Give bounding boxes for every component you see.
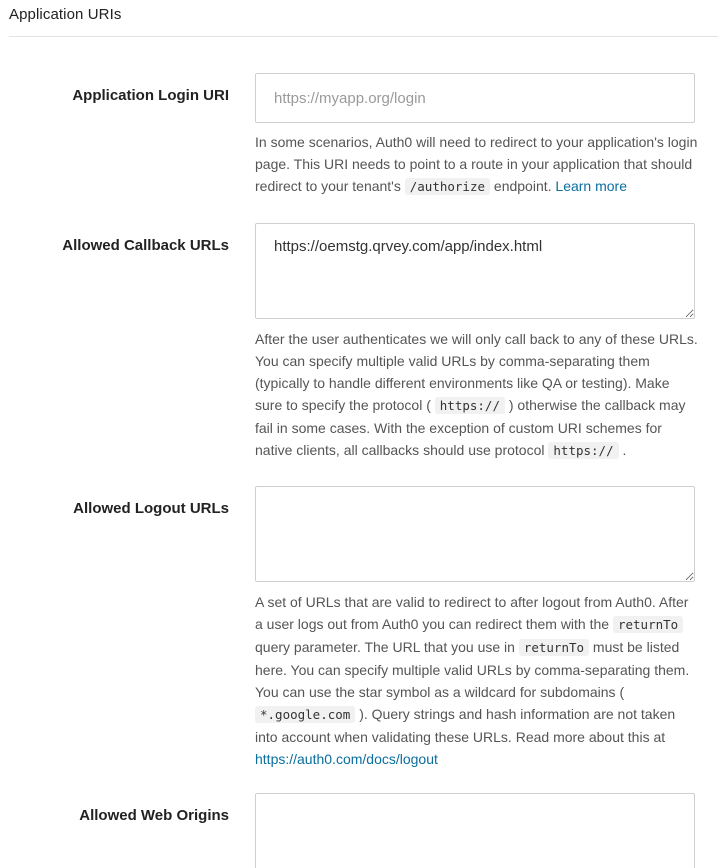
section-title: Application URIs [9, 6, 122, 23]
callback-urls-textarea[interactable] [255, 223, 695, 319]
login-uri-input[interactable] [255, 73, 695, 123]
logout-urls-textarea[interactable] [255, 486, 695, 582]
login-uri-help [255, 131, 700, 198]
help-text: endpoint. [490, 178, 556, 194]
help-text: . [618, 442, 627, 458]
section-header [9, 0, 718, 37]
help-text: query parameter. The URL that you use in [255, 639, 519, 655]
help-text: After the user authenticates we will only call back to any of these URLs. You can specify multiple valid URLs by comma-separating them (typically to handle different environments like QA or testing). Make sure to specify the protocol ( [255, 331, 698, 413]
code-https: https:// [548, 442, 618, 459]
help-text: ). Query strings and hash information are not taken into account when validating these URLs. Read more about this at [255, 706, 676, 745]
logout-urls-label: Allowed Logout URLs [73, 500, 229, 517]
callback-urls-label: Allowed Callback URLs [62, 237, 229, 254]
web-origins-textarea[interactable] [255, 793, 695, 868]
code-returnto: returnTo [519, 639, 589, 656]
logout-docs-link[interactable]: https://auth0.com/docs/logout [255, 751, 438, 767]
code-returnto: returnTo [613, 616, 683, 633]
code-https: https:// [435, 397, 505, 414]
code-authorize: /authorize [405, 178, 490, 195]
help-text: A set of URLs that are valid to redirect to after logout from Auth0. After a user logs out from Auth0 you can redirect them with the [255, 594, 689, 632]
code-wildcard: *.google.com [255, 706, 355, 723]
logout-urls-help [255, 591, 700, 770]
help-text: must be listed here. You can specify multiple valid URLs by comma-separating them. You can use the star symbol as a wildcard for subdomains ( [255, 639, 690, 700]
learn-more-link[interactable]: Learn more [555, 178, 627, 194]
web-origins-label: Allowed Web Origins [79, 807, 229, 824]
help-text: In some scenarios, Auth0 will need to redirect to your application's login page. This URI needs to point to a route in your application that should redirect to your tenant's [255, 134, 698, 194]
login-uri-label: Application Login URI [72, 87, 229, 104]
help-text: ) otherwise the callback may fail in some cases. With the exception of custom URI schemes for native clients, all callbacks should use protocol [255, 397, 686, 458]
callback-urls-help [255, 328, 700, 462]
